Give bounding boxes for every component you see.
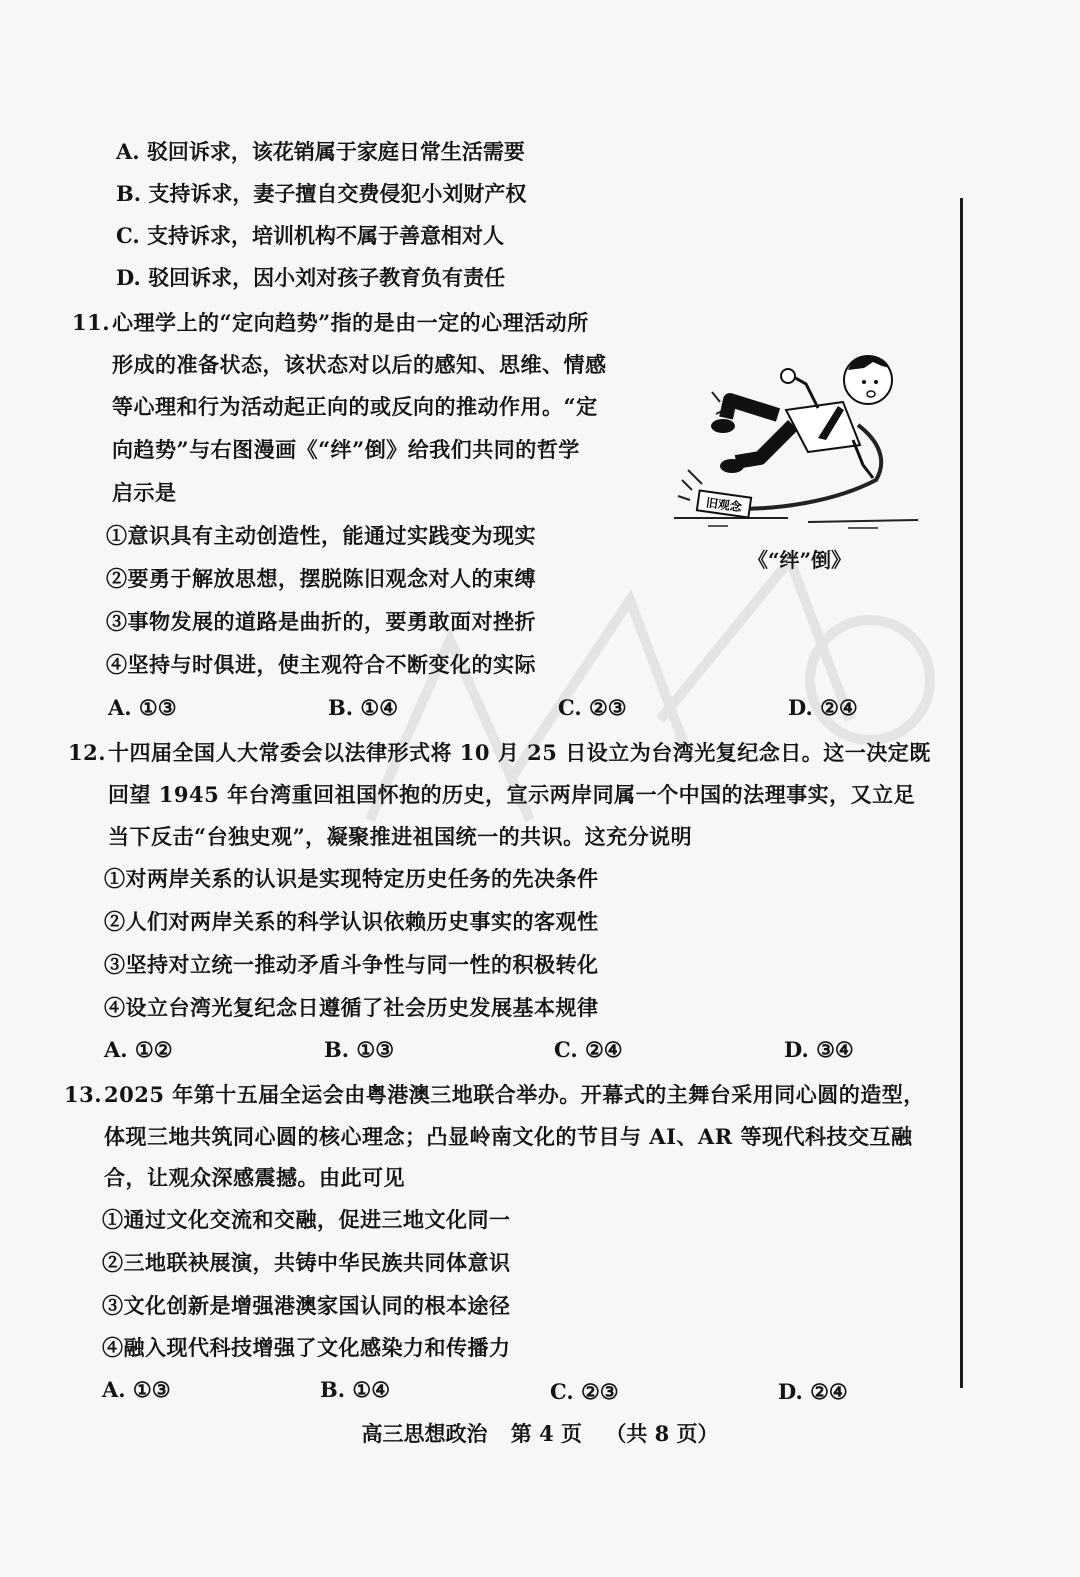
q13-statement-2: ②三地联袂展演，共铸中华民族共同体意识 — [102, 1250, 511, 1275]
q12-stem-line-3: 当下反击“台独史观”，凝聚推进祖国统一的共识。这充分说明 — [108, 824, 693, 849]
q13-choice-d: D. ②④ — [778, 1379, 848, 1404]
page-footer — [0, 1418, 1080, 1448]
q11-choice-c: C. ②③ — [558, 695, 627, 720]
q13-statement-4: ④融入现代科技增强了文化感染力和传播力 — [102, 1335, 511, 1360]
q12-statement-2: ②人们对两岸关系的科学认识依赖历史事实的客观性 — [104, 909, 599, 934]
q11-stem-line-4: 向趋势”与右图漫画《“绊”倒》给我们共同的哲学 — [112, 437, 580, 462]
q12-stem-line-2: 回望 1945 年台湾重回祖国怀抱的历史，宣示两岸同属一个中国的法理事实，又立足 — [108, 782, 916, 807]
q10-option-d: D. 驳回诉求，因小刘对孩子教育负有责任 — [116, 265, 506, 290]
q13-statement-3: ③文化创新是增强港澳家国认同的根本途径 — [102, 1293, 511, 1318]
q12-choice-b: B. ①③ — [324, 1037, 395, 1062]
q13-choice-b: B. ①④ — [320, 1377, 391, 1402]
q11-stem-line-5: 启示是 — [112, 480, 177, 505]
q12-number: 12. — [68, 740, 107, 765]
binding-rule — [960, 198, 963, 1388]
q12-choice-c: C. ②④ — [554, 1037, 623, 1062]
q11-statement-2: ②要勇于解放思想，摆脱陈旧观念对人的束缚 — [106, 566, 536, 591]
tripped-cartoon — [668, 340, 928, 530]
q11-number: 11. — [72, 310, 111, 335]
q10-option-a: A. 驳回诉求，该花销属于家庭日常生活需要 — [116, 139, 525, 164]
q12-choice-a: A. ①② — [104, 1037, 173, 1062]
q13-statement-1: ①通过文化交流和交融，促进三地文化同一 — [102, 1207, 511, 1232]
q10-option-b: B. 支持诉求，妻子擅自交费侵犯小刘财产权 — [116, 181, 527, 206]
q11-choice-a: A. ①③ — [108, 695, 177, 720]
cartoon-caption: 《“绊”倒》 — [748, 548, 852, 572]
q11-statement-4: ④坚持与时俱进，使主观符合不断变化的实际 — [106, 652, 536, 677]
q13-stem-line-3: 合，让观众深感震撼。由此可见 — [104, 1165, 405, 1190]
q12-statement-1: ①对两岸关系的认识是实现特定历史任务的先决条件 — [104, 866, 599, 891]
q12-statement-3: ③坚持对立统一推动矛盾斗争性与同一性的积极转化 — [104, 952, 599, 977]
q11-statement-1: ①意识具有主动创造性，能通过实践变为现实 — [106, 523, 536, 548]
q11-stem-line-2: 形成的准备状态，该状态对以后的感知、思维、情感 — [112, 352, 607, 377]
svg-text:旧观念: 旧观念 — [705, 495, 743, 515]
q13-stem-line-2: 体现三地共筑同心圆的核心理念；凸显岭南文化的节目与 AI、AR 等现代科技交互融 — [104, 1124, 913, 1149]
q12-stem-line-1: 十四届全国人大常委会以法律形式将 10 月 25 日设立为台湾光复纪念日。这一决定既 — [108, 740, 931, 765]
q11-statement-3: ③事物发展的道路是曲折的，要勇敢面对挫折 — [106, 609, 536, 634]
q13-choice-a: A. ①③ — [102, 1377, 171, 1402]
q11-stem-line-1: 心理学上的“定向趋势”指的是由一定的心理活动所 — [112, 310, 589, 335]
q11-choice-b: B. ①④ — [328, 695, 399, 720]
q10-option-c: C. 支持诉求，培训机构不属于善意相对人 — [116, 223, 504, 248]
q13-choice-c: C. ②③ — [550, 1379, 619, 1404]
q11-choice-d: D. ②④ — [788, 695, 858, 720]
footer-page: 第 4 页 — [510, 1421, 582, 1446]
q12-statement-4: ④设立台湾光复纪念日遵循了社会历史发展基本规律 — [104, 995, 599, 1020]
old-idea-sign — [697, 490, 751, 517]
footer-subject: 高三思想政治 — [361, 1421, 488, 1446]
footer-total: （共 8 页） — [605, 1421, 719, 1446]
q13-stem-line-1: 2025 年第十五届全运会由粤港澳三地联合举办。开幕式的主舞台采用同心圆的造型， — [104, 1082, 925, 1107]
q12-choice-d: D. ③④ — [784, 1037, 854, 1062]
q11-stem-line-3: 等心理和行为活动起正向的或反向的推动作用。“定 — [112, 394, 598, 419]
q13-number: 13. — [64, 1082, 103, 1107]
